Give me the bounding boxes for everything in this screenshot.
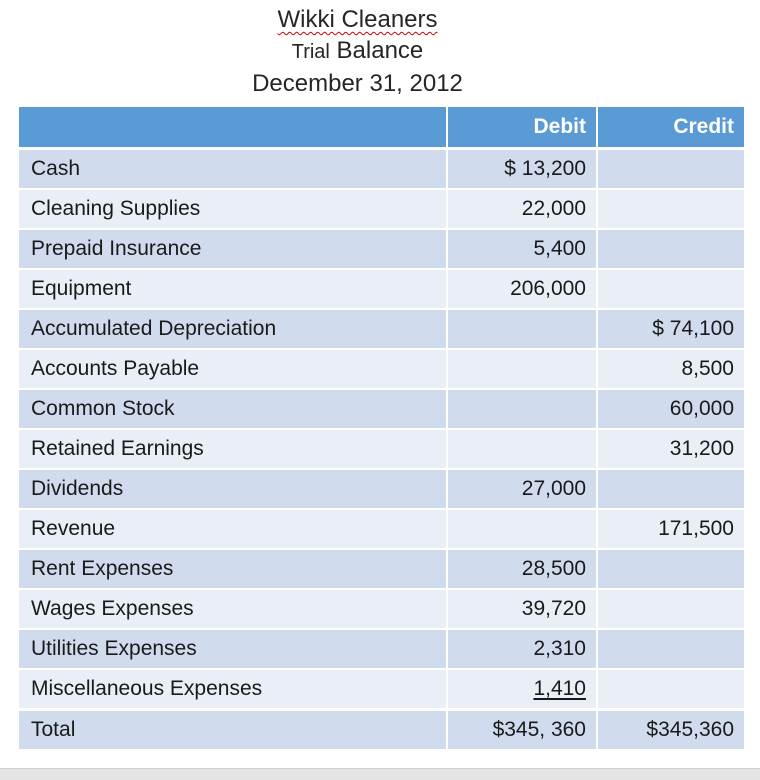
table-row — [18, 509, 745, 549]
account-name: Accounts Payable — [18, 349, 447, 389]
account-name: Prepaid Insurance — [18, 229, 447, 269]
report-title-trial: Trial — [291, 41, 330, 63]
account-name: Revenue — [18, 509, 447, 549]
account-name: Dividends — [18, 469, 447, 509]
credit-amount: $ 74,100 — [597, 309, 745, 349]
total-debit: $345, 360 — [447, 710, 597, 751]
account-name: Common Stock — [18, 389, 447, 429]
debit-amount: 206,000 — [447, 269, 597, 309]
credit-amount — [597, 189, 745, 229]
table-row — [18, 389, 745, 429]
table-row — [18, 189, 745, 229]
credit-amount: 60,000 — [597, 389, 745, 429]
account-name: Utilities Expenses — [18, 629, 447, 669]
table-header-row — [18, 106, 745, 149]
credit-amount — [597, 149, 745, 190]
table-row — [18, 469, 745, 509]
credit-amount: 8,500 — [597, 349, 745, 389]
account-name: Retained Earnings — [18, 429, 447, 469]
debit-amount — [447, 429, 597, 469]
credit-amount — [597, 589, 745, 629]
column-header-credit: Credit — [597, 106, 745, 149]
debit-amount — [447, 669, 597, 710]
credit-amount: 31,200 — [597, 429, 745, 469]
credit-amount — [597, 469, 745, 509]
table-row — [18, 589, 745, 629]
debit-amount: 27,000 — [447, 469, 597, 509]
total-credit: $345,360 — [597, 710, 745, 751]
account-name: Cash — [18, 149, 447, 190]
table-row — [18, 149, 745, 190]
bottom-edge-bar — [0, 768, 760, 780]
company-name-line — [0, 4, 715, 35]
total-label: Total — [18, 710, 447, 751]
report-title — [0, 35, 715, 68]
account-name: Cleaning Supplies — [18, 189, 447, 229]
account-name: Wages Expenses — [18, 589, 447, 629]
account-name: Rent Expenses — [18, 549, 447, 589]
debit-amount — [447, 349, 597, 389]
credit-amount — [597, 269, 745, 309]
credit-amount — [597, 629, 745, 669]
debit-amount — [447, 389, 597, 429]
debit-amount: 39,720 — [447, 589, 597, 629]
account-name: Accumulated Depreciation — [18, 309, 447, 349]
table-row — [18, 629, 745, 669]
credit-amount — [597, 549, 745, 589]
debit-amount: $ 13,200 — [447, 149, 597, 190]
debit-amount — [447, 509, 597, 549]
table-row — [18, 229, 745, 269]
table-row — [18, 269, 745, 309]
table-row — [18, 549, 745, 589]
debit-amount: 22,000 — [447, 189, 597, 229]
debit-amount — [447, 309, 597, 349]
report-date: December 31, 2012 — [252, 70, 463, 97]
table-row — [18, 309, 745, 349]
table-row — [18, 429, 745, 469]
credit-amount: 171,500 — [597, 509, 745, 549]
total-row — [18, 710, 745, 751]
table-row — [18, 669, 745, 710]
credit-amount — [597, 669, 745, 710]
trial-balance-table — [17, 105, 746, 751]
debit-amount: 28,500 — [447, 549, 597, 589]
report-title-balance: Balance — [329, 37, 424, 64]
account-name: Equipment — [18, 269, 447, 309]
title-block — [0, 4, 715, 99]
company-name: Wikki Cleaners — [277, 6, 438, 33]
column-header-account — [18, 106, 447, 149]
table-row — [18, 349, 745, 389]
debit-amount: 5,400 — [447, 229, 597, 269]
debit-amount: 2,310 — [447, 629, 597, 669]
account-name: Miscellaneous Expenses — [18, 669, 447, 710]
debit-amount-underlined: 1,410 — [533, 677, 586, 700]
credit-amount — [597, 229, 745, 269]
column-header-debit: Debit — [447, 106, 597, 149]
